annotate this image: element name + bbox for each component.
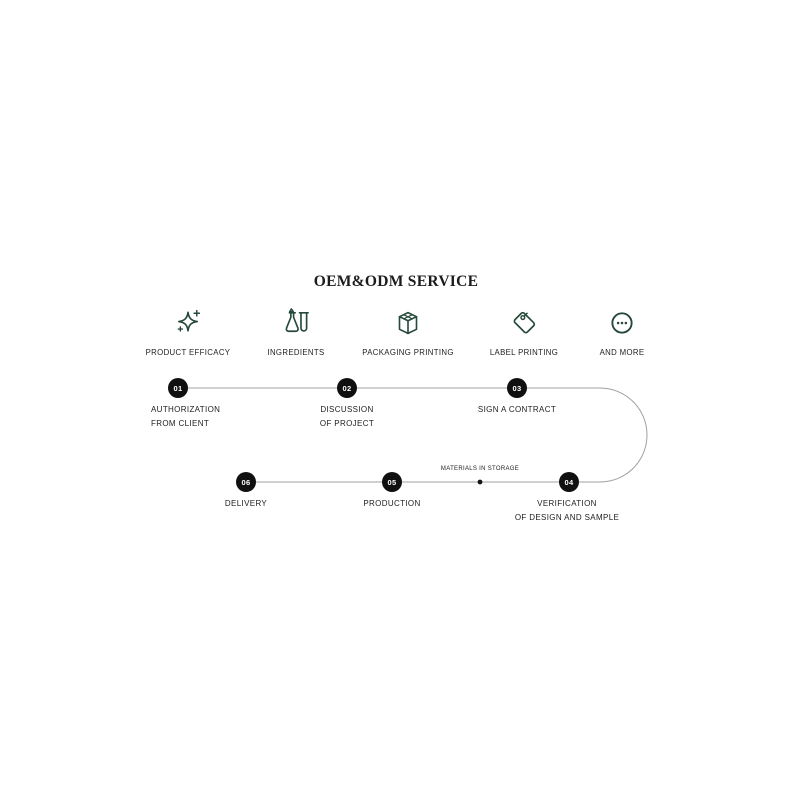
materials-in-storage-label: MATERIALS IN STORAGE xyxy=(440,466,520,472)
step-label-line: AUTHORIZATION xyxy=(151,405,221,414)
step-label-line: OF DESIGN AND SAMPLE xyxy=(514,512,620,522)
step-circle-04: 04 xyxy=(559,472,579,492)
step-label-discussion xyxy=(320,403,374,430)
step-label-verification xyxy=(515,497,619,524)
step-circle-02: 02 xyxy=(337,378,357,398)
step-label-line: OF PROJECT xyxy=(319,418,375,428)
feature-label: AND MORE xyxy=(599,348,645,357)
step-circle-01: 01 xyxy=(168,378,188,398)
step-label-line: DISCUSSION xyxy=(320,405,374,414)
page-title: OEM&ODM SERVICE xyxy=(313,273,479,290)
step-label-authorization xyxy=(151,403,220,430)
step-label-production xyxy=(363,497,420,511)
step-label-line: DELIVERY xyxy=(224,499,268,508)
feature-label: LABEL PRINTING xyxy=(489,348,559,357)
step-label-delivery xyxy=(225,497,267,511)
feature-label: INGREDIENTS xyxy=(267,348,325,357)
step-circle-03: 03 xyxy=(507,378,527,398)
step-label-line: FROM CLIENT xyxy=(151,418,210,428)
feature-label: PRODUCT EFFICACY xyxy=(145,348,231,357)
feature-label: PACKAGING PRINTING xyxy=(362,348,454,357)
step-circle-05: 05 xyxy=(382,472,402,492)
step-circle-06: 06 xyxy=(236,472,256,492)
step-label-line: PRODUCTION xyxy=(363,499,421,508)
step-label-sign-contract xyxy=(478,403,556,417)
step-label-line: VERIFICATION xyxy=(537,499,597,508)
storage-point-dot xyxy=(478,480,483,485)
step-label-line: SIGN A CONTRACT xyxy=(477,405,557,414)
